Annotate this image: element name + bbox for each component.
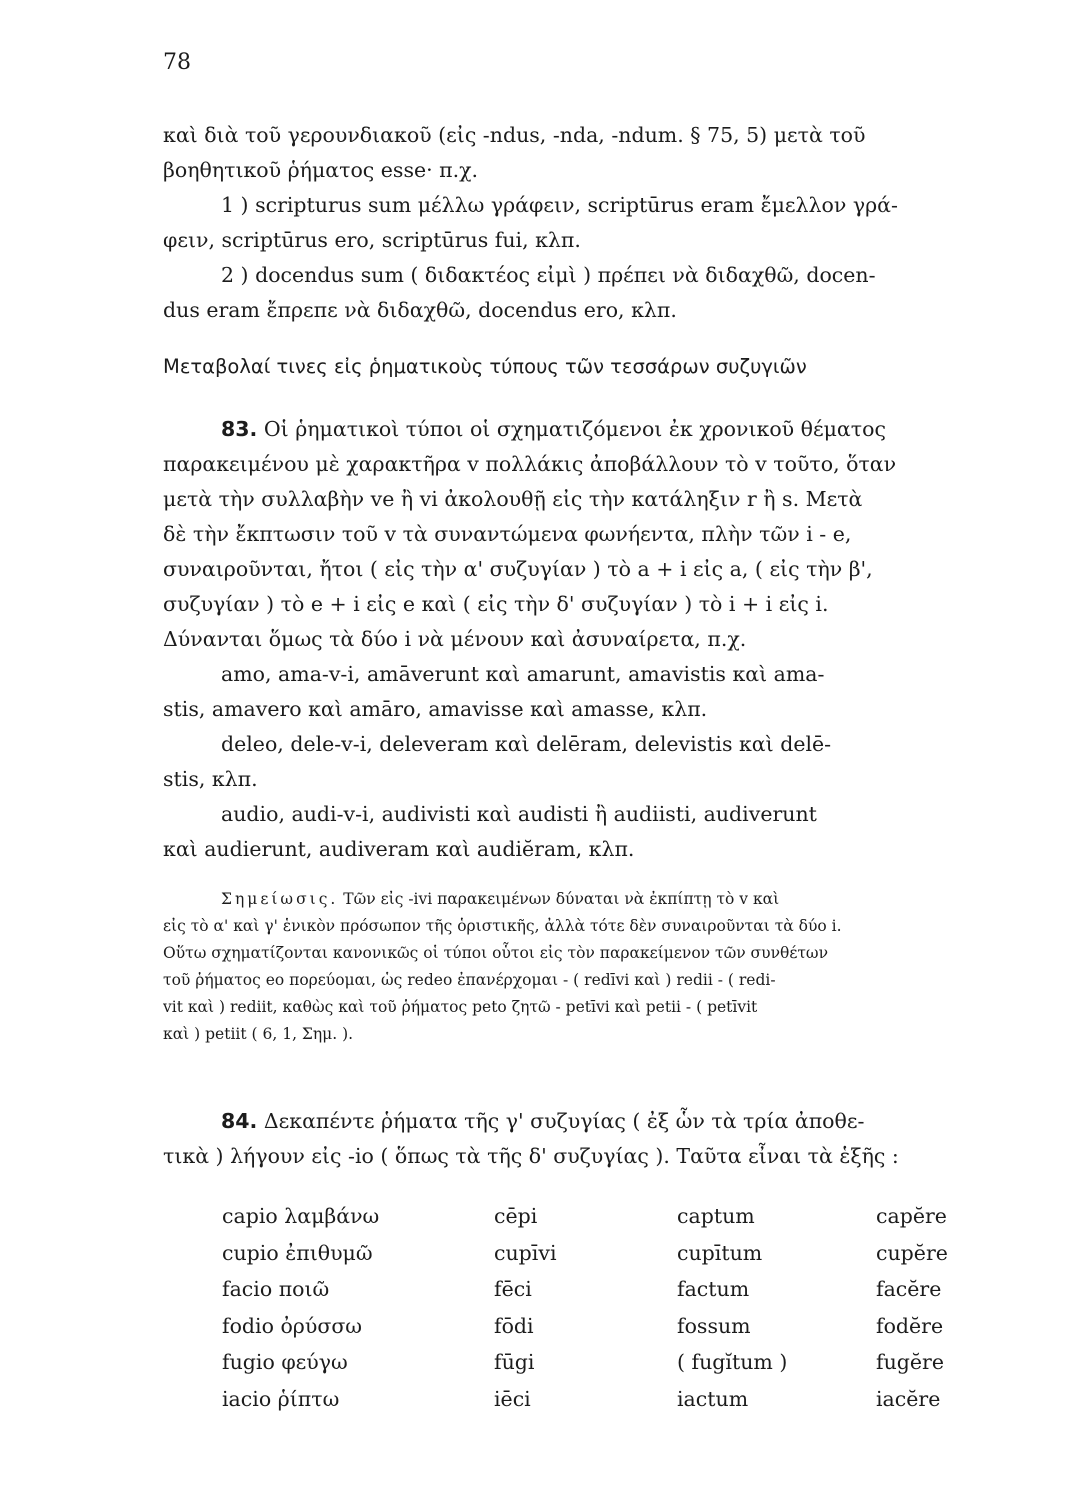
table-row bbox=[222, 1241, 1022, 1278]
text-line: amo, ama-v-i, amāverunt καὶ amarunt, amavistis καὶ ama- bbox=[221, 662, 825, 686]
text-line: dus eram ἔπρεπε νὰ διδαχθῶ, docendus ero, κλπ. bbox=[163, 298, 677, 322]
text-line: 84. Δεκαπέντε ῥήματα τῆς γ' συζυγίας ( ἐξ ὧν τὰ τρία ἀποθε- bbox=[221, 1109, 865, 1133]
verb-infinitive: facĕre bbox=[876, 1277, 942, 1301]
verb-present: capio λαμβάνω bbox=[222, 1204, 380, 1228]
section-heading: Μεταβολαί τινες εἰς ῥηματικοὺς τύπους τῶν τεσσάρων συζυγιῶν bbox=[163, 355, 807, 378]
verb-present: cupio ἐπιθυμῶ bbox=[222, 1240, 373, 1265]
verb-infinitive: capĕre bbox=[876, 1204, 947, 1228]
table-row bbox=[222, 1277, 1022, 1314]
text-line: καὶ ) petiit ( 6, 1, Σημ. ). bbox=[163, 1025, 354, 1043]
text-line: εἰς τὸ α' καὶ γ' ἑνικὸν πρόσωπον τῆς ὁριστικῆς, ἀλλὰ τότε δὲν συναιροῦνται τὰ δύο i. bbox=[163, 917, 842, 935]
verb-present: iacio ῥίπτω bbox=[222, 1386, 340, 1411]
text-line: deleo, dele-v-i, deleveram καὶ delēram, delevistis καὶ delē- bbox=[221, 732, 832, 756]
text-line: μετὰ τὴν συλλαβὴν ve ἢ vi ἀκολουθῇ εἰς τὴν κατάληξιν r ἢ s. Μετὰ bbox=[163, 487, 863, 511]
text-line: συναιροῦνται, ἤτοι ( εἰς τὴν α' συζυγίαν ) τὸ a + i εἰς a, ( εἰς τὴν β', bbox=[163, 557, 873, 581]
section-83 bbox=[163, 412, 1018, 867]
verb-perfect: fūgi bbox=[494, 1350, 535, 1374]
verb-supine: fossum bbox=[677, 1313, 751, 1338]
verb-perfect: cēpi bbox=[494, 1204, 538, 1228]
verb-supine: factum bbox=[677, 1277, 750, 1301]
verb-supine: captum bbox=[677, 1204, 755, 1228]
section-number: 84. bbox=[221, 1109, 258, 1133]
verb-perfect: iēci bbox=[494, 1386, 531, 1411]
text-line: audio, audi-v-i, audivisti καὶ audisti ἢ audiisti, audiverunt bbox=[221, 802, 817, 826]
verb-present: fodio ὀρύσσω bbox=[222, 1313, 363, 1338]
table-row bbox=[222, 1314, 1022, 1351]
text-line: Σημείωσις. Τῶν εἰς -ivi παρακειμένων δύναται νὰ ἐκπίπτῃ τὸ v καὶ bbox=[221, 890, 780, 908]
verb-supine: ( fugĭtum ) bbox=[677, 1350, 788, 1374]
text-line: τοῦ ῥήματος eo πορεύομαι, ὡς redeo ἐπανέρχομαι - ( redīvi καὶ ) redii - ( redi- bbox=[163, 971, 776, 989]
table-row bbox=[222, 1204, 1022, 1241]
intro-paragraph bbox=[163, 118, 1018, 328]
section-number: 83. bbox=[221, 417, 258, 441]
text-line: 1 ) scripturus sum μέλλω γράφειν, scriptūrus eram ἔμελλον γρά- bbox=[221, 193, 898, 217]
table-row bbox=[222, 1350, 1022, 1387]
text-line: stis, κλπ. bbox=[163, 767, 258, 791]
text-line: φειν, scriptūrus ero, scriptūrus fui, κλπ. bbox=[163, 228, 581, 252]
text-line: καὶ διὰ τοῦ γερουνδιακοῦ (εἰς -ndus, -nda, -ndum. § 75, 5) μετὰ τοῦ bbox=[163, 123, 866, 147]
text-line: 83. Οἱ ῥηματικοὶ τύποι οἱ σχηματιζόμενοι ἐκ χρονικοῦ θέματος bbox=[221, 417, 886, 441]
verb-perfect: fōdi bbox=[494, 1313, 534, 1338]
verb-present: fugio φεύγω bbox=[222, 1350, 348, 1374]
verb-infinitive: fugĕre bbox=[876, 1350, 944, 1374]
text-line: stis, amavero καὶ amāro, amavisse καὶ amasse, κλπ. bbox=[163, 697, 708, 721]
verb-perfect: cupīvi bbox=[494, 1240, 557, 1265]
text-line: vit καὶ ) rediit, καθὼς καὶ τοῦ ῥήματος peto ζητῶ - petīvi καὶ petii - ( petīvit bbox=[163, 998, 758, 1016]
note-label: Σημείωσις. bbox=[221, 890, 339, 908]
verb-infinitive: fodĕre bbox=[876, 1313, 944, 1338]
table-row bbox=[222, 1387, 1022, 1424]
note-paragraph bbox=[163, 886, 1018, 1048]
verb-infinitive: cupĕre bbox=[876, 1240, 948, 1265]
text-line: παρακειμένου μὲ χαρακτῆρα v πολλάκις ἀποβάλλουν τὸ v τοῦτο, ὅταν bbox=[163, 452, 897, 476]
verb-present: facio ποιῶ bbox=[222, 1277, 330, 1301]
text-line: τικὰ ) λήγουν εἰς -io ( ὅπως τὰ τῆς δ' συζυγίας ). Ταῦτα εἶναι τὰ ἑξῆς : bbox=[163, 1144, 899, 1168]
verb-perfect: fēci bbox=[494, 1277, 532, 1301]
page-number: 78 bbox=[163, 50, 191, 75]
text-line: βοηθητικοῦ ῥήματος esse· π.χ. bbox=[163, 158, 479, 182]
verb-supine: cupītum bbox=[677, 1240, 763, 1265]
verb-infinitive: iacĕre bbox=[876, 1386, 941, 1411]
text-line: Δύνανται ὅμως τὰ δύο i νὰ μένουν καὶ ἀσυναίρετα, π.χ. bbox=[163, 627, 747, 651]
text-line: 2 ) docendus sum ( διδακτέος εἰμὶ ) πρέπει νὰ διδαχθῶ, docen- bbox=[221, 263, 876, 287]
text-line: δὲ τὴν ἔκπτωσιν τοῦ v τὰ συναντώμενα φωνήεντα, πλὴν τῶν i - e, bbox=[163, 522, 852, 546]
section-84 bbox=[163, 1104, 1018, 1174]
text-line: καὶ audierunt, audiveram καὶ audiĕram, κλπ. bbox=[163, 837, 635, 861]
text-line: συζυγίαν ) τὸ e + i εἰς e καὶ ( εἰς τὴν δ' συζυγίαν ) τὸ i + i εἰς i. bbox=[163, 592, 829, 616]
verb-table bbox=[222, 1204, 1022, 1423]
text-line: Οὕτω σχηματίζονται κανονικῶς οἱ τύποι οὗτοι εἰς τὸν παρακείμενον τῶν συνθέτων bbox=[163, 944, 828, 962]
verb-supine: iactum bbox=[677, 1386, 749, 1411]
